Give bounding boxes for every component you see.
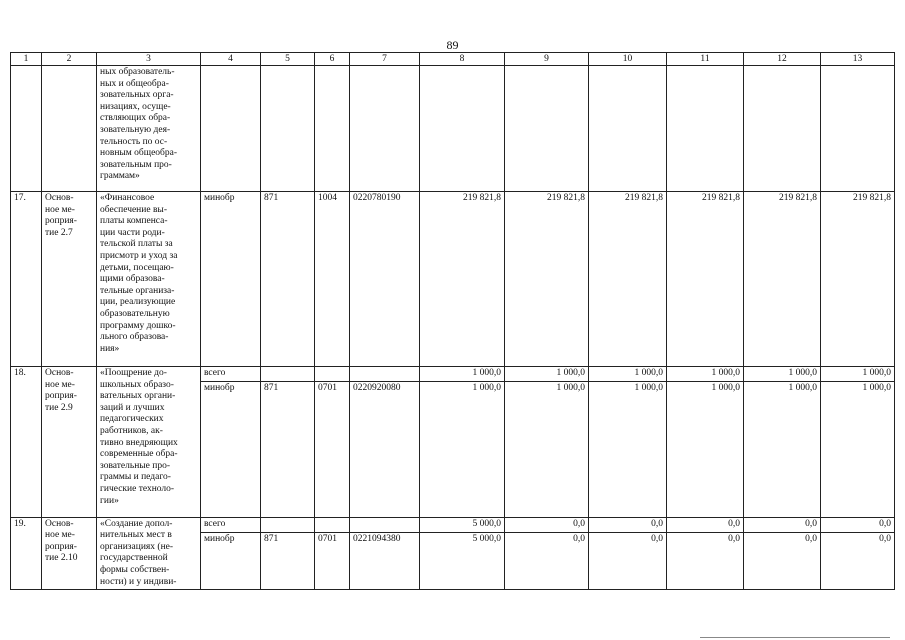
column-header: 7: [350, 53, 420, 66]
cell-value: 0,0: [589, 533, 667, 590]
column-header: 4: [201, 53, 261, 66]
cell-value: [505, 66, 589, 192]
cell-grbs: [261, 66, 315, 192]
cell-rzpr: 1004: [315, 192, 350, 367]
table-row: [11, 192, 895, 367]
cell-rzpr: [315, 367, 350, 382]
column-header: 9: [505, 53, 589, 66]
cell-event: Основ- ное ме- роприя- тие 2.7: [42, 192, 97, 367]
cell-number: [11, 66, 42, 192]
cell-value: [420, 66, 505, 192]
column-header: 5: [261, 53, 315, 66]
cell-value: 5 000,0: [420, 517, 505, 533]
table-row: [11, 517, 895, 533]
cell-value: 0,0: [744, 533, 821, 590]
cell-value: [744, 66, 821, 192]
cell-csr: [350, 517, 420, 533]
column-header: 8: [420, 53, 505, 66]
cell-value: 1 000,0: [667, 367, 744, 382]
cell-number: 19.: [11, 517, 42, 590]
cell-value: 219 821,8: [589, 192, 667, 367]
cell-value: [589, 66, 667, 192]
cell-number: 17.: [11, 192, 42, 367]
cell-value: 1 000,0: [744, 367, 821, 382]
cell-event: Основ- ное ме- роприя- тие 2.10: [42, 517, 97, 590]
cell-value: 1 000,0: [420, 367, 505, 382]
cell-grbs: [261, 367, 315, 382]
cell-value: [821, 66, 895, 192]
cell-rzpr: [315, 517, 350, 533]
cell-value: 219 821,8: [744, 192, 821, 367]
cell-value: 0,0: [505, 533, 589, 590]
cell-executor: минобр: [201, 192, 261, 367]
cell-value: 1 000,0: [589, 381, 667, 517]
table-row-continuation: [11, 66, 895, 192]
cell-grbs: 871: [261, 533, 315, 590]
cell-value: 219 821,8: [821, 192, 895, 367]
cell-event-name: «Создание допол- нительных мест в организациях (не- государственной формы собствен- ности) и у индиви-: [97, 517, 201, 590]
cell-value: 0,0: [821, 517, 895, 533]
column-header: 12: [744, 53, 821, 66]
column-header: 6: [315, 53, 350, 66]
scan-edge-line: [700, 637, 890, 638]
cell-grbs: [261, 517, 315, 533]
cell-rzpr: 0701: [315, 381, 350, 517]
cell-executor: минобр: [201, 533, 261, 590]
cell-csr: 0221094380: [350, 533, 420, 590]
column-header: 2: [42, 53, 97, 66]
cell-value: 1 000,0: [589, 367, 667, 382]
cell-value: 1 000,0: [744, 381, 821, 517]
cell-value: 0,0: [589, 517, 667, 533]
cell-value: 0,0: [821, 533, 895, 590]
cell-value: 1 000,0: [420, 381, 505, 517]
column-header: 11: [667, 53, 744, 66]
cell-event-name: «Финансовое обеспечение вы- платы компенса- ции части роди- тельской платы за присмотр и уход за детьми, посещаю- щими образова- тельные организа- ции, реализующие образовательную программу дошко- льного образова- ния»: [97, 192, 201, 367]
table-row: [11, 367, 895, 382]
cell-value: 219 821,8: [505, 192, 589, 367]
cell-event-name: ных образователь- ных и общеобра- зовательных орга- низациях, осуще- ствляющих обра- зовательную дея- тельность по ос- новным общеобра- зовательным про- граммам»: [97, 66, 201, 192]
column-header: 3: [97, 53, 201, 66]
page-number: 89: [446, 38, 459, 52]
cell-rzpr: [315, 66, 350, 192]
cell-value: 1 000,0: [505, 381, 589, 517]
cell-value: 219 821,8: [667, 192, 744, 367]
cell-value: 5 000,0: [420, 533, 505, 590]
cell-executor: минобр: [201, 381, 261, 517]
cell-csr: 0220920080: [350, 381, 420, 517]
cell-value: 0,0: [667, 517, 744, 533]
cell-value: 0,0: [505, 517, 589, 533]
cell-value: [667, 66, 744, 192]
cell-value: 219 821,8: [420, 192, 505, 367]
cell-grbs: 871: [261, 381, 315, 517]
cell-grbs: 871: [261, 192, 315, 367]
cell-number: 18.: [11, 367, 42, 518]
cell-csr: 0220780190: [350, 192, 420, 367]
column-header: 13: [821, 53, 895, 66]
cell-executor: всего: [201, 367, 261, 382]
cell-event: [42, 66, 97, 192]
cell-value: 1 000,0: [821, 381, 895, 517]
cell-value: 0,0: [744, 517, 821, 533]
cell-value: 1 000,0: [505, 367, 589, 382]
cell-csr: [350, 66, 420, 192]
cell-value: 1 000,0: [667, 381, 744, 517]
column-header: 1: [11, 53, 42, 66]
cell-value: 0,0: [667, 533, 744, 590]
budget-table: [10, 52, 895, 590]
cell-csr: [350, 367, 420, 382]
column-header: 10: [589, 53, 667, 66]
cell-executor: всего: [201, 517, 261, 533]
cell-event-name: «Поощрение до- школьных образо- вательных органи- заций и лучших педагогических работников, ак- тивно внедряющих современные обра- зовательные про- граммы и педаго- гические техноло- гии»: [97, 367, 201, 518]
cell-executor: [201, 66, 261, 192]
header-row: [11, 53, 895, 66]
cell-event: Основ- ное ме- роприя- тие 2.9: [42, 367, 97, 518]
cell-value: 1 000,0: [821, 367, 895, 382]
cell-rzpr: 0701: [315, 533, 350, 590]
